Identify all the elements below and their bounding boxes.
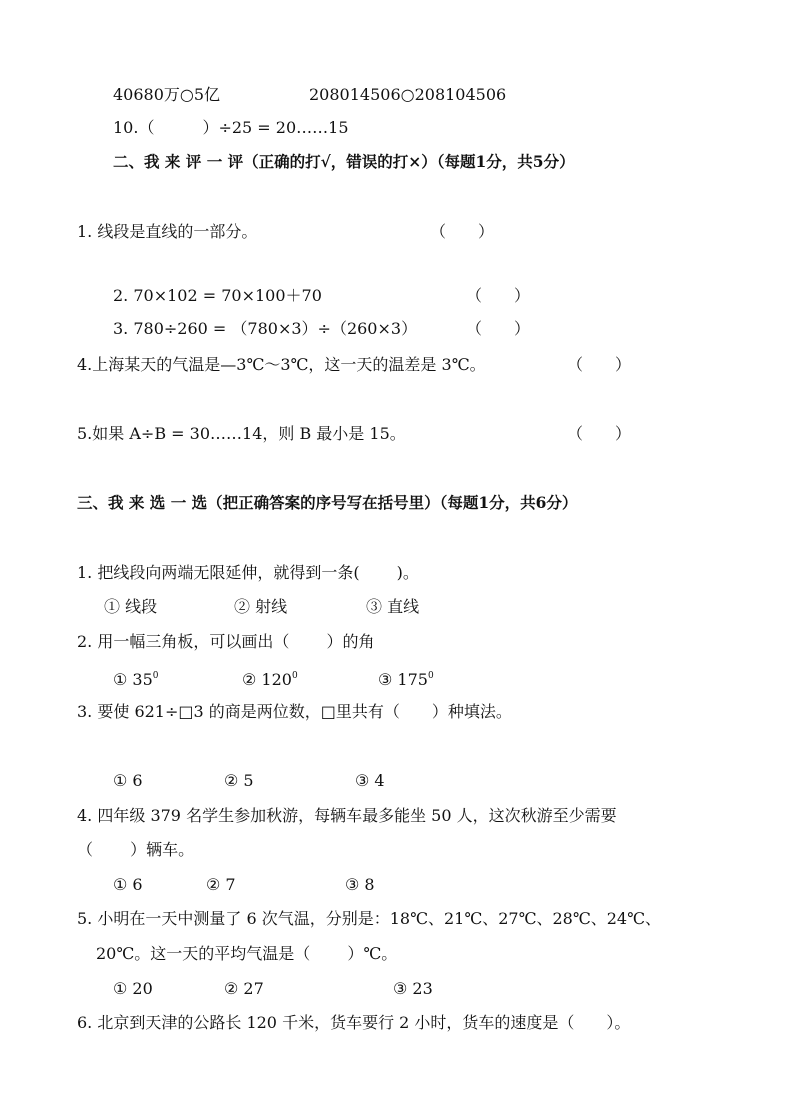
s3-q3-option-3[interactable]: ③ 4 [355, 771, 385, 790]
option-label: ② 120 [242, 670, 292, 689]
s2-item-4: 4.上海某天的气温是—3℃～3℃，这一天的温差是 3℃。 [77, 355, 486, 374]
s3-q3-option-1[interactable]: ① 6 [113, 771, 143, 790]
s3-q4-cont: （ ）辆车。 [77, 840, 195, 859]
s2-item-4-answer[interactable]: （ ） [567, 355, 632, 374]
s3-q4-option-1[interactable]: ① 6 [113, 875, 143, 894]
s3-q4-option-3[interactable]: ③ 8 [345, 875, 375, 894]
option-label: ① 35 [113, 670, 153, 689]
s2-item-5: 5.如果 A÷B = 30……14，则 B 最小是 15。 [77, 424, 406, 443]
s3-q6: 6. 北京到天津的公路长 120 千米，货车要行 2 小时，货车的速度是（ ）。 [77, 1013, 631, 1032]
degree-sup: 0 [152, 671, 159, 681]
degree-sup: 0 [291, 671, 298, 681]
compare-b: 208014506○208104506 [309, 85, 507, 104]
s3-q5-cont: 20℃。这一天的平均气温是（ ）℃。 [96, 944, 398, 963]
s3-q5-option-1[interactable]: ① 20 [113, 979, 153, 998]
s3-q1-option-1[interactable]: ① 线段 [104, 597, 158, 616]
option-label: ③ 175 [378, 670, 428, 689]
s3-q1-option-2[interactable]: ② 射线 [234, 597, 288, 616]
s3-q5-option-2[interactable]: ② 27 [224, 979, 264, 998]
degree-sup: 0 [427, 671, 434, 681]
s2-item-5-answer[interactable]: （ ） [567, 424, 632, 443]
compare-a: 40680万○5亿 [113, 85, 221, 104]
s2-item-1-answer[interactable]: （ ） [430, 222, 495, 241]
s3-q2-option-3[interactable] [378, 666, 434, 690]
s3-q3-option-2[interactable]: ② 5 [224, 771, 254, 790]
question-10: 10.（ ）÷25 = 20……15 [113, 118, 349, 137]
s2-item-3: 3. 780÷260 = （780×3）÷（260×3） [113, 319, 418, 338]
s3-q5-option-3[interactable]: ③ 23 [393, 979, 433, 998]
s3-q5: 5. 小明在一天中测量了 6 次气温，分别是：18℃、21℃、27℃、28℃、24℃、 [77, 909, 661, 928]
s2-item-3-answer[interactable]: （ ） [466, 319, 531, 338]
section2-heading: 二、我 来 评 一 评（正确的打√，错误的打×）（每题1分，共5分） [113, 152, 575, 171]
s3-q1: 1. 把线段向两端无限延伸，就得到一条( )。 [77, 563, 419, 582]
s3-q4-option-2[interactable]: ② 7 [206, 875, 236, 894]
section3-heading: 三、我 来 选 一 选（把正确答案的序号写在括号里）（每题1分，共6分） [77, 493, 578, 512]
s3-q2: 2. 用一幅三角板，可以画出（ ）的角 [77, 632, 375, 651]
s3-q4: 4. 四年级 379 名学生参加秋游，每辆车最多能坐 50 人，这次秋游至少需要 [77, 806, 617, 825]
s3-q2-option-2[interactable] [242, 666, 298, 690]
s2-item-2: 2. 70×102 = 70×100＋70 [113, 286, 322, 305]
s3-q3: 3. 要使 621÷□3 的商是两位数，□里共有（ ）种填法。 [77, 702, 512, 721]
s3-q1-option-3[interactable]: ③ 直线 [366, 597, 420, 616]
s2-item-1: 1. 线段是直线的一部分。 [77, 222, 258, 241]
s2-item-2-answer[interactable]: （ ） [466, 286, 531, 305]
s3-q2-option-1[interactable] [113, 666, 159, 690]
